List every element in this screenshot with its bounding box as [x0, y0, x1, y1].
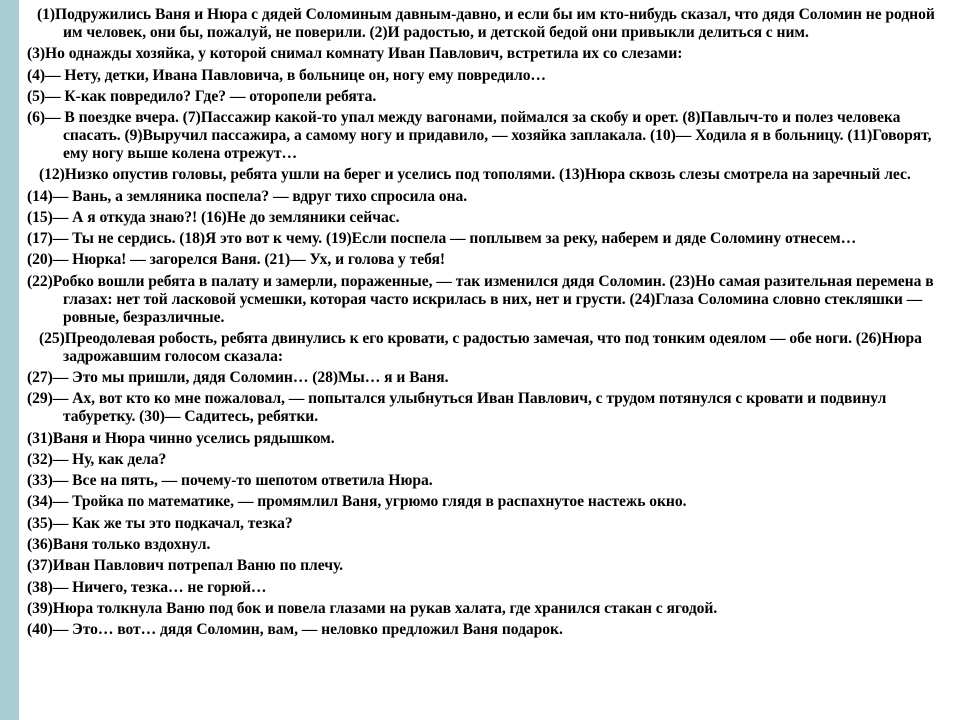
paragraph-5: (5)— К-как повредило? Где? — оторопели ребята. [27, 87, 377, 105]
paragraph-39: (39)Нюра толкнула Ваню под бок и повела глазами на рукав халата, где хранился стакан с ягодой. [27, 599, 718, 617]
paragraph-37: (37)Иван Павлович потрепал Ваню по плечу. [27, 557, 344, 575]
paragraph-33: (33)— Все на пять, — почему-то шепотом ответила Нюра. [27, 472, 433, 490]
paragraph-6: (6)— В поездке вчера. (7)Пассажир какой-то упал между вагонами, поймался за скобу и орет. (8)Павлыч-то и полез человека спасать. (9)Выручил пассажира, а самому ногу и придавило, — хозяйка заплакала. (10)— Ходила я в больницу. (11)Говорят, ему ногу выше колена отрежут… [27, 109, 932, 162]
paragraph-12: (12)Низко опустив головы, ребята ушли на берег и уселись под тополями. (13)Нюра сквозь слезы смотрела на заречный лес. [39, 166, 911, 184]
paragraph-3: (3)Но однажды хозяйка, у которой снимал комнату Иван Павлович, встретила их со слезами: [27, 45, 683, 63]
paragraph-35: (35)— Как же ты это подкачал, тезка? [27, 514, 293, 532]
paragraph-34: (34)— Тройка по математике, — промямлил Ваня, угрюмо глядя в распахнутое настежь окно. [27, 493, 687, 511]
paragraph-1: (1)Подружились Ваня и Нюра с дядей Соломиным давным-давно, и если бы им кто-нибудь сказал, что дядя Соломин не родной им человек, они бы, пожалуй, не поверили. (2)И радостью, и детской бедой они привыкли делиться с ним. [37, 6, 935, 41]
left-accent-bar [0, 0, 19, 720]
paragraph-4: (4)— Нету, детки, Ивана Павловича, в больнице он, ногу ему повредило… [27, 66, 546, 84]
paragraph-32: (32)— Ну, как дела? [27, 450, 167, 468]
story-text [27, 6, 947, 642]
paragraph-40: (40)— Это… вот… дядя Соломин, вам, — неловко предложил Ваня подарок. [27, 621, 563, 639]
paragraph-29: (29)— Ах, вот кто ко мне пожаловал, — попытался улыбнуться Иван Павлович, с трудом потянулся с кровати и подвинул табуретку. (30)— Садитесь, ребятки. [27, 390, 887, 426]
paragraph-17: (17)— Ты не сердись. (18)Я это вот к чему. (19)Если поспела — поплывем за реку, наберем и дяде Соломину отнесем… [27, 230, 857, 248]
paragraph-38: (38)— Ничего, тезка… не горюй… [27, 578, 267, 596]
paragraph-36: (36)Ваня только вздохнул. [27, 535, 211, 553]
paragraph-15: (15)— А я откуда знаю?! (16)Не до земляники сейчас. [27, 208, 400, 226]
paragraph-27: (27)— Это мы пришли, дядя Соломин… (28)Мы… я и Ваня. [27, 369, 449, 386]
paragraph-20: (20)— Нюрка! — загорелся Ваня. (21)— Ух, и голова у тебя! [27, 251, 446, 269]
paragraph-14: (14)— Вань, а земляника поспела? — вдруг тихо спросила она. [27, 187, 468, 205]
paragraph-25: (25)Преодолевая робость, ребята двинулись к его кровати, с радостью замечая, что под тонким одеялом — обе ноги. (26)Нюра задрожавшим голосом сказала: [39, 329, 922, 365]
paragraph-31: (31)Ваня и Нюра чинно уселись рядышком. [27, 429, 335, 447]
paragraph-22: (22)Робко вошли ребята в палату и замерли, пораженные, — так изменился дядя Соломин. (23)Но самая разительная перемена в глазах: нет той ласковой усмешки, которая часто искрилась в них, нет и грусти. (24)Глаза Соломина словно стекляшки — ровные, безразличные. [27, 272, 934, 326]
